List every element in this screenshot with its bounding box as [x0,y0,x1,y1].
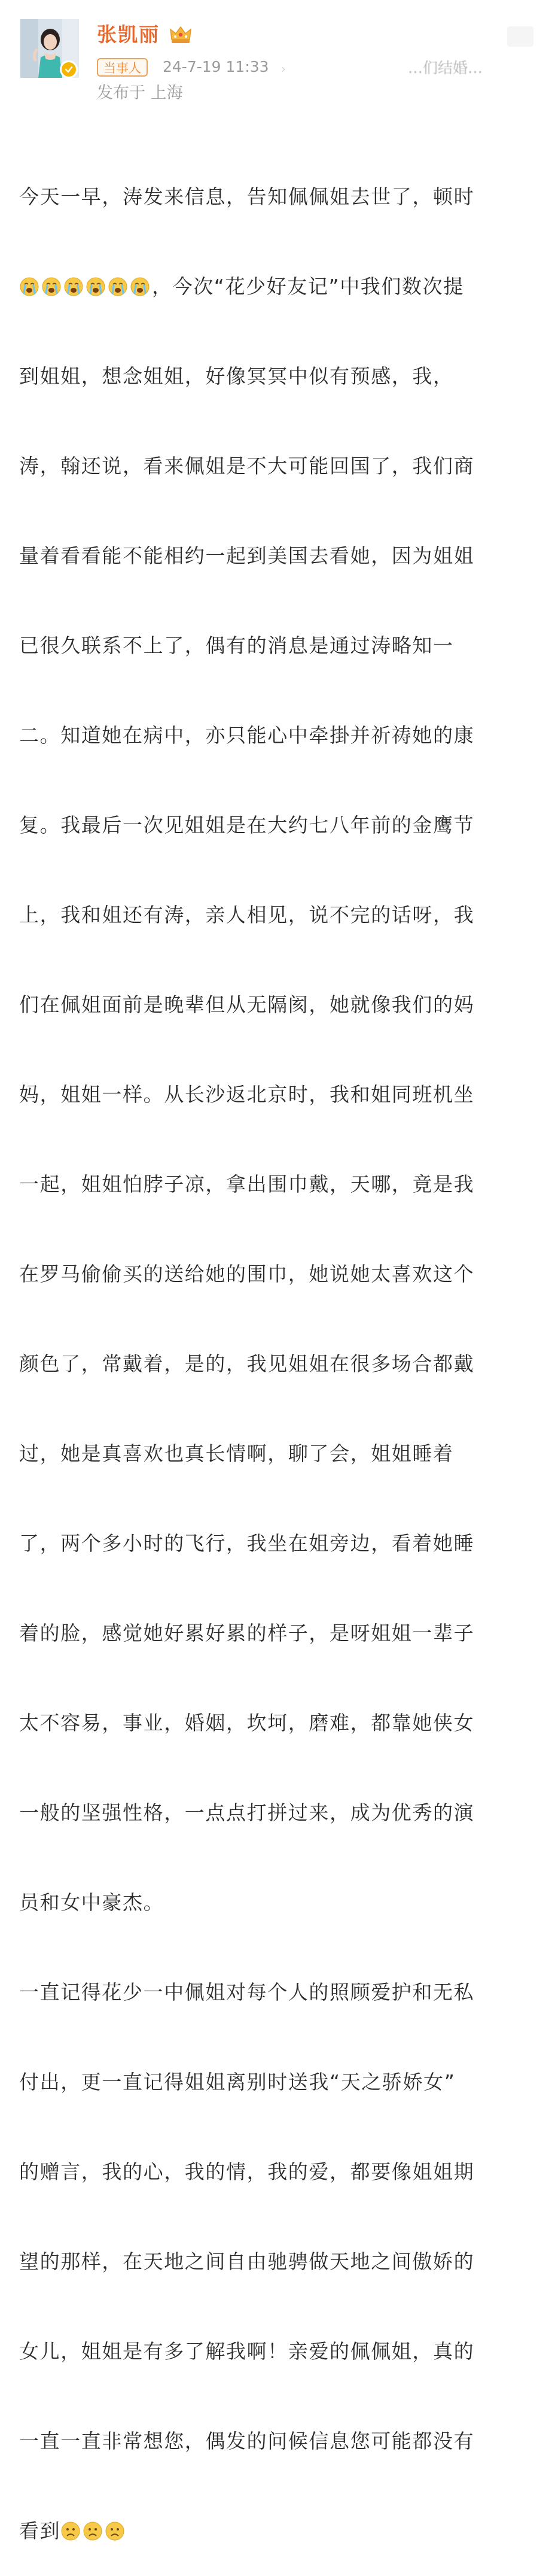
crying-face-emoji-icon [86,277,106,297]
author-name[interactable]: 张凯丽 [97,23,160,46]
sad-face-emoji-icon [105,2521,125,2541]
sad-face-emoji-icon [83,2521,103,2541]
faded-topic-text[interactable]: …们结婚… [408,59,483,77]
verified-badge-icon [60,60,78,78]
sad-emoji-row [60,2519,127,2542]
body-line: 女儿，姐姐是有多了解我啊！亲爱的佩佩姐，真的 [19,2340,475,2363]
body-line: 今天一早，涛发来信息，告知佩佩姐去世了，顿时 [19,185,475,208]
body-line: 望的那样，在天地之间自由驰骋做天地之间傲娇的 [19,2250,475,2273]
body-line: 一起，姐姐怕脖子凉，拿出围巾戴，天哪，竟是我 [19,1172,475,1196]
crying-face-emoji-icon [130,277,150,297]
body-line: 二。知道她在病中，亦只能心中牵掛并祈祷她的康 [19,724,475,747]
body-line: 了，两个多小时的飞行，我坐在姐旁边，看着她睡 [19,1532,475,1555]
crying-face-emoji-icon [19,277,39,297]
crying-face-emoji-icon [63,277,84,297]
crying-face-emoji-icon [41,277,62,297]
body-line: 过，她是真喜欢也真长情啊，聊了会，姐姐睡着 [19,1442,454,1465]
crying-face-emoji-icon [108,277,128,297]
body-line: 量着看看能不能相约一起到美国去看她，因为姐姐 [19,544,475,567]
body-line: 着的脸，感觉她好累好累的样子，是呀姐姐一辈子 [19,1621,475,1645]
body-line: 颜色了，常戴着，是的，我见姐姐在很多场合都戴 [19,1352,475,1375]
crown-icon [169,24,193,45]
body-line: 的赠言，我的心，我的情，我的爱，都要像姐姐期 [19,2160,475,2183]
sad-face-emoji-icon [60,2521,81,2541]
follow-button-ghost[interactable] [507,26,533,47]
body-line-text: 看到 [19,2519,61,2542]
body-line: 员和女中豪杰。 [19,1891,164,1914]
post-time: 24-7-19 11:33 [163,58,269,75]
body-line: 涛，翰还说，看来佩姐是不大可能回国了，我们商 [19,454,475,478]
body-line-text: ，今次“花少好友记”中我们数次提 [152,275,464,298]
body-line: 一直记得花少一中佩姐对每个人的照顾爱护和无私 [19,1980,475,2004]
body-line: 到姐姐，想念姐姐，好像冥冥中似有预感，我， [19,364,454,388]
body-line: 妈，姐姐一样。从长沙返北京时，我和姐同班机坐 [19,1083,475,1106]
party-tag: 当事人 [97,58,148,77]
watermark-fragment-icon: › [281,62,286,76]
body-line: 在罗马偷偷买的送给她的围巾，她说她太喜欢这个 [19,1262,475,1286]
body-line: 一般的坚强性格，一点点打拼过来，成为优秀的演 [19,1801,475,1824]
post-location: 发布于 上海 [97,84,183,102]
body-line: 复。我最后一次见姐姐是在大约七八年前的金鹰节 [19,813,475,837]
post-header [0,0,555,114]
body-line: 上，我和姐还有涛，亲人相见，说不完的话呀，我 [19,903,475,926]
body-line: 们在佩姐面前是晚辈但从无隔阂，她就像我们的妈 [19,993,475,1016]
body-line: 一直一直非常想您，偶发的问候信息您可能都没有 [19,2429,475,2453]
crying-emoji-row [19,275,152,298]
body-line-with-emoji [19,2516,537,2546]
body-line-with-emoji [19,272,537,302]
body-line: 付出，更一直记得姐姐离别时送我“天之骄娇女” [19,2070,456,2094]
post-body [19,122,537,2576]
body-line: 太不容易，事业，婚姻，坎坷，磨难，都靠她侠女 [19,1711,475,1734]
body-line: 已很久联系不上了，偶有的消息是通过涛略知一 [19,634,454,657]
